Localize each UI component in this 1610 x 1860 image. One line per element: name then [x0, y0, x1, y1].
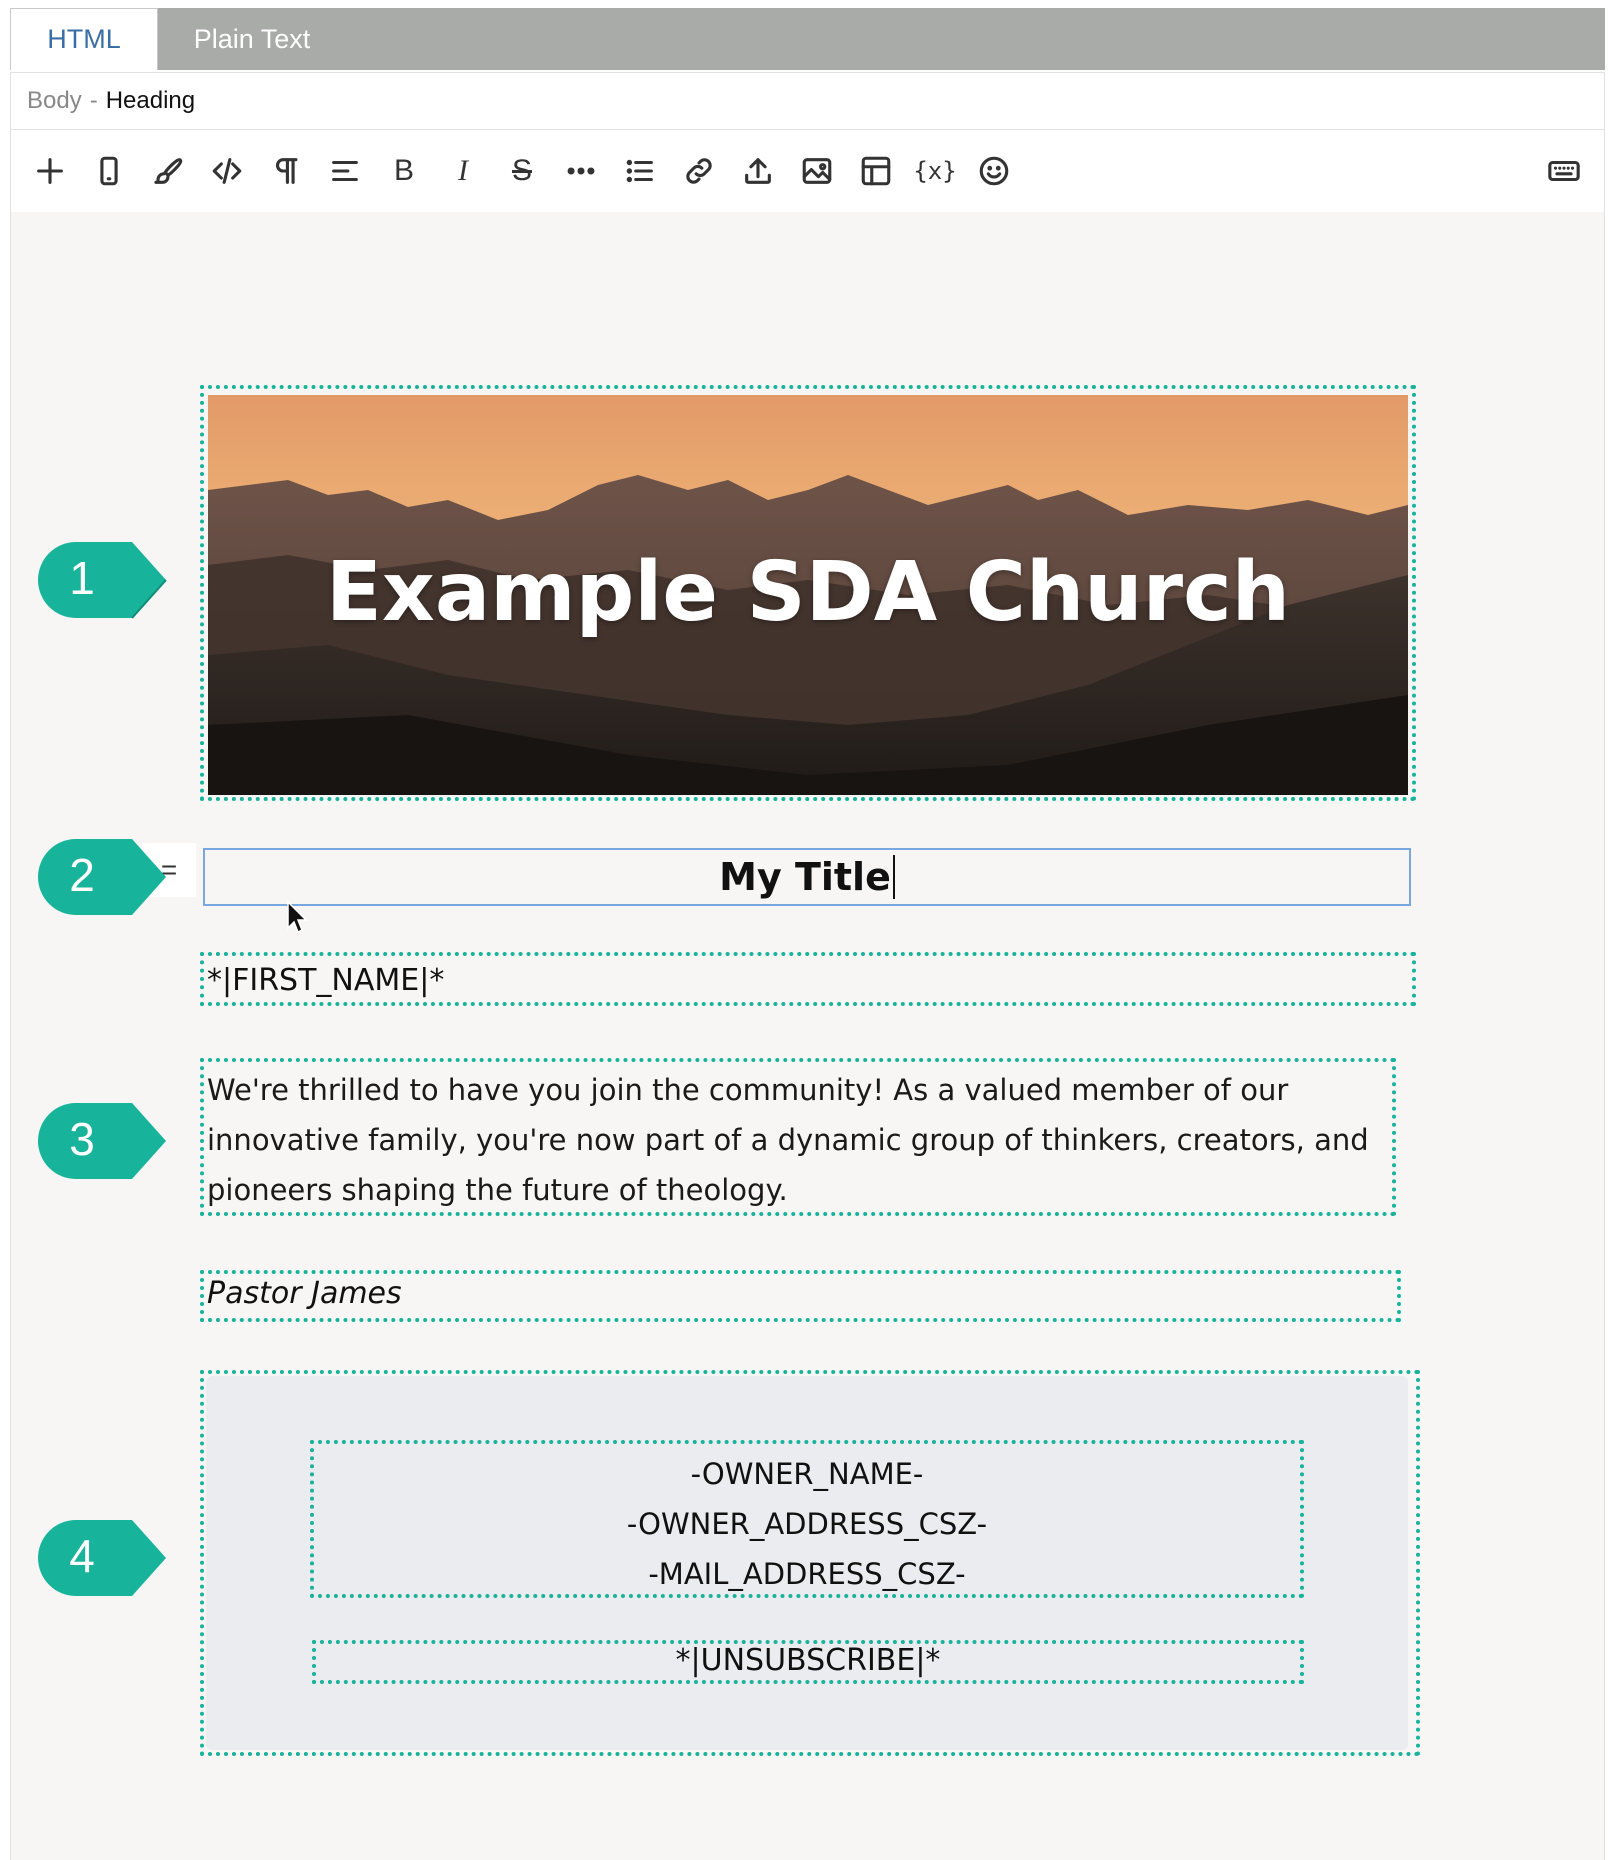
drag-handle-icon[interactable]: =: [142, 843, 196, 897]
table-icon[interactable]: [851, 146, 901, 196]
formatting-toolbar: [10, 130, 1605, 212]
tab-html[interactable]: HTML: [10, 8, 158, 70]
italic-glyph: I: [458, 154, 468, 187]
first-name-merge-tag[interactable]: *|FIRST_NAME|*: [207, 963, 445, 998]
mobile-preview-icon[interactable]: [84, 146, 134, 196]
strikethrough-glyph: S: [511, 154, 532, 187]
strikethrough-icon[interactable]: [497, 146, 547, 196]
owner-info[interactable]: [314, 1449, 1300, 1599]
callout-4: [36, 1516, 168, 1600]
paragraph-icon[interactable]: [261, 146, 311, 196]
callout-number: 1: [69, 552, 95, 604]
upload-icon[interactable]: [733, 146, 783, 196]
callout-3: [36, 1099, 168, 1183]
callout-number: 4: [69, 1530, 95, 1582]
callout-1: [36, 538, 168, 622]
variable-glyph: {x}: [913, 157, 957, 185]
emoji-icon[interactable]: [969, 146, 1019, 196]
banner-image[interactable]: [208, 395, 1408, 795]
banner-title: Example SDA Church: [325, 545, 1291, 640]
mail-address-tag: -MAIL_ADDRESS_CSZ-: [648, 1557, 966, 1591]
callout-2: [36, 835, 168, 919]
image-icon[interactable]: [792, 146, 842, 196]
italic-icon[interactable]: [438, 146, 488, 196]
more-icon[interactable]: [556, 146, 606, 196]
bold-glyph: B: [393, 154, 414, 187]
brush-icon[interactable]: [143, 146, 193, 196]
heading-text[interactable]: My Title: [719, 855, 891, 899]
callout-number: 2: [69, 849, 95, 901]
text-caret: [893, 855, 895, 899]
variable-icon[interactable]: [910, 146, 960, 196]
keyboard-icon[interactable]: [1539, 146, 1589, 196]
unsubscribe-merge-tag[interactable]: *|UNSUBSCRIBE|*: [675, 1643, 941, 1678]
owner-address-tag: -OWNER_ADDRESS_CSZ-: [626, 1507, 988, 1541]
bold-icon[interactable]: [379, 146, 429, 196]
link-icon[interactable]: [674, 146, 724, 196]
tab-plain-text[interactable]: Plain Text: [193, 23, 311, 54]
list-icon[interactable]: [615, 146, 665, 196]
breadcrumb: [10, 72, 1605, 130]
breadcrumb-current: Heading: [105, 87, 196, 114]
editor-tab-bar: [10, 8, 1605, 70]
code-icon[interactable]: [202, 146, 252, 196]
callout-number: 3: [69, 1113, 95, 1165]
heading-block[interactable]: [203, 848, 1411, 906]
breadcrumb-body[interactable]: Body: [27, 87, 82, 114]
align-left-icon[interactable]: [320, 146, 370, 196]
body-paragraph[interactable]: We're thrilled to have you join the community! As a valued member of our innovative family, you're now part of a dynamic group of thinkers, creators, and pioneers shaping the future of theology.: [207, 1073, 1369, 1207]
breadcrumb-separator: -: [89, 87, 98, 114]
owner-name-tag: -OWNER_NAME-: [690, 1457, 924, 1491]
signature-text[interactable]: Pastor James: [207, 1276, 402, 1311]
mouse-pointer-icon: [286, 900, 310, 936]
add-icon[interactable]: [25, 146, 75, 196]
